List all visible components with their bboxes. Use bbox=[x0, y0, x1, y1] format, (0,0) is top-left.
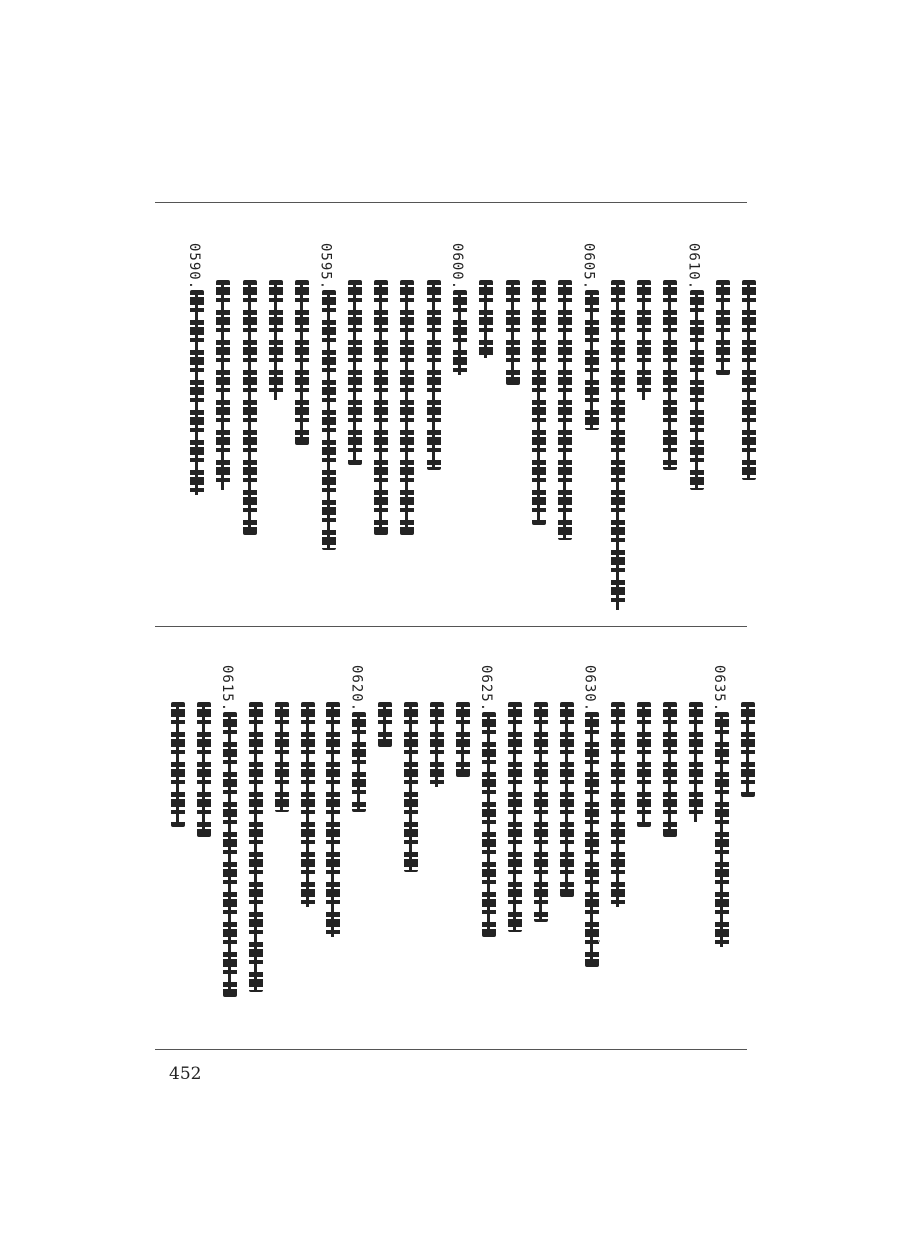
mongolian-script-line bbox=[690, 290, 704, 490]
line-number: 0635. bbox=[710, 665, 727, 713]
mongolian-script-line bbox=[508, 702, 522, 932]
top-panel bbox=[155, 243, 747, 613]
mongolian-script-line bbox=[223, 712, 237, 997]
mongolian-script-line bbox=[326, 702, 340, 937]
mongolian-script-line bbox=[663, 702, 677, 837]
bottom-panel bbox=[155, 665, 747, 1035]
mongolian-script-line bbox=[430, 702, 444, 787]
mongolian-script-line bbox=[301, 702, 315, 907]
bottom-rule bbox=[155, 1049, 747, 1050]
mongolian-script-line bbox=[348, 280, 362, 465]
mongolian-script-line bbox=[243, 280, 257, 535]
line-number: 0615. bbox=[218, 665, 235, 713]
mongolian-script-line bbox=[585, 712, 599, 967]
mongolian-script-line bbox=[269, 280, 283, 400]
mongolian-script-line bbox=[741, 702, 755, 797]
line-number: 0590. bbox=[186, 243, 202, 291]
mongolian-script-line bbox=[249, 702, 263, 992]
mongolian-script-line bbox=[611, 280, 625, 610]
mongolian-script-line bbox=[716, 280, 730, 375]
mongolian-script-line bbox=[532, 280, 546, 525]
mongolian-script-line bbox=[171, 702, 185, 827]
page-number: 452 bbox=[169, 1064, 202, 1084]
mongolian-script-line bbox=[663, 280, 677, 470]
mongolian-script-line bbox=[400, 280, 414, 535]
mongolian-script-line bbox=[637, 280, 651, 400]
line-number: 0595. bbox=[317, 243, 334, 291]
text-column bbox=[734, 243, 764, 613]
mongolian-script-line bbox=[715, 712, 729, 947]
mongolian-script-line bbox=[453, 290, 467, 375]
line-number: 0625. bbox=[477, 665, 494, 713]
mongolian-script-line bbox=[560, 702, 574, 897]
mongolian-script-line bbox=[534, 702, 548, 922]
line-number: 0610. bbox=[685, 243, 702, 291]
mongolian-script-line bbox=[374, 280, 388, 535]
mongolian-script-line bbox=[482, 712, 496, 937]
text-column bbox=[733, 665, 763, 1035]
mongolian-script-line bbox=[322, 290, 336, 550]
middle-rule bbox=[155, 626, 747, 627]
mongolian-script-line bbox=[216, 280, 230, 490]
mongolian-script-line bbox=[275, 702, 289, 812]
mongolian-script-line bbox=[637, 702, 651, 827]
mongolian-script-line bbox=[558, 280, 572, 540]
mongolian-script-line bbox=[190, 290, 204, 495]
mongolian-script-line bbox=[585, 290, 599, 430]
mongolian-script-line bbox=[295, 280, 309, 445]
mongolian-script-line bbox=[378, 702, 392, 747]
top-rule bbox=[155, 202, 747, 203]
mongolian-script-line bbox=[611, 702, 625, 907]
mongolian-script-line bbox=[404, 702, 418, 872]
mongolian-script-line bbox=[352, 712, 366, 812]
speck bbox=[598, 940, 600, 942]
mongolian-script-line bbox=[197, 702, 211, 837]
line-number: 0605. bbox=[580, 243, 597, 291]
line-number: 0600. bbox=[449, 243, 465, 291]
mongolian-script-line bbox=[479, 280, 493, 358]
line-number: 0630. bbox=[581, 665, 598, 713]
mongolian-script-line bbox=[506, 280, 520, 385]
mongolian-script-line bbox=[689, 702, 703, 822]
mongolian-script-line bbox=[456, 702, 470, 777]
mongolian-script-line bbox=[742, 280, 756, 480]
mongolian-script-line bbox=[427, 280, 441, 470]
line-number: 0620. bbox=[348, 665, 365, 713]
